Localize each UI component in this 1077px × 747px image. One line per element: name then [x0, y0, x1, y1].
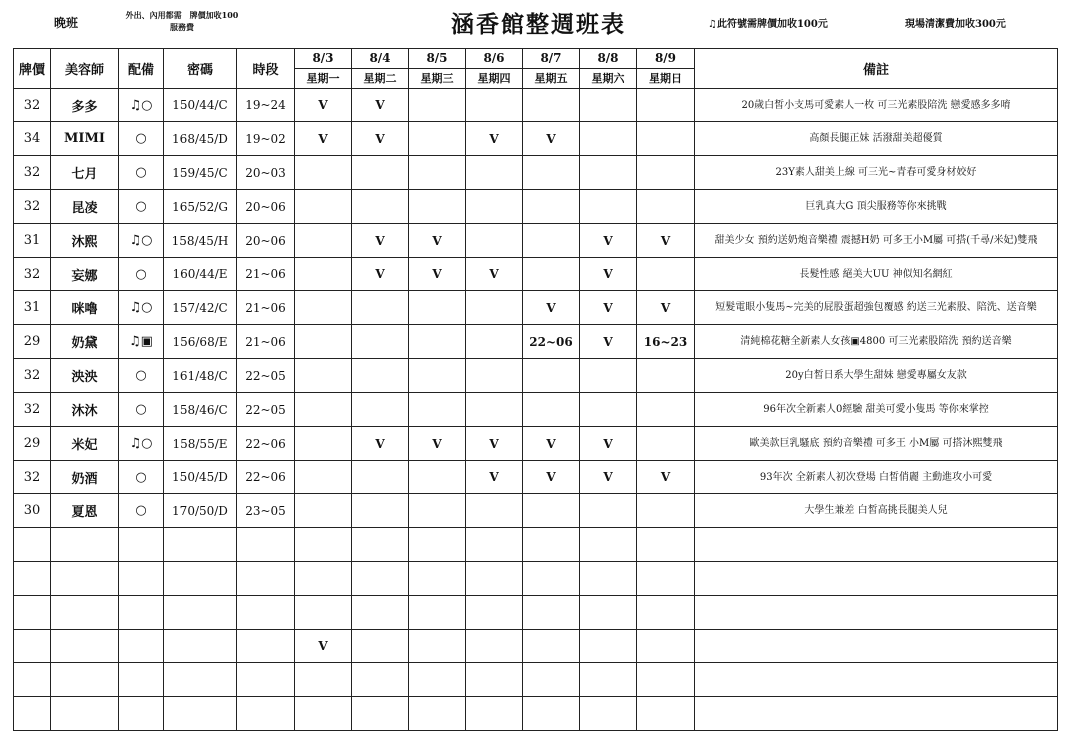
shift-mark-cell — [637, 190, 695, 224]
shift-mark-cell — [295, 291, 352, 325]
shift-mark-cell — [580, 156, 637, 190]
shift-mark-cell — [352, 156, 409, 190]
shift-mark-cell — [523, 697, 580, 731]
shift-mark-cell: V — [466, 122, 523, 156]
shift-mark-cell — [523, 596, 580, 630]
shift-mark-cell — [295, 461, 352, 494]
code-cell: 170/50/D — [164, 494, 237, 528]
shift-mark-cell: V — [523, 291, 580, 325]
equipment-cell: ○ — [119, 393, 164, 427]
time-slot-cell — [237, 596, 295, 630]
time-slot-cell: 20~03 — [237, 156, 295, 190]
equipment-cell: ○ — [119, 190, 164, 224]
beautician-name: 多多 — [51, 89, 119, 122]
price-cell: 29 — [14, 427, 51, 461]
beautician-name — [51, 697, 119, 731]
table-row — [14, 122, 1058, 156]
beautician-name — [51, 630, 119, 663]
code-cell — [164, 596, 237, 630]
shift-mark-cell: V — [580, 325, 637, 359]
shift-mark-cell — [637, 359, 695, 393]
shift-mark-cell: V — [409, 224, 466, 258]
shift-mark-cell — [295, 393, 352, 427]
shift-mark-cell — [466, 291, 523, 325]
equipment-cell — [119, 630, 164, 663]
service-fee-note: 外出、內用都需 牌價加收100服務費 — [125, 10, 239, 32]
time-slot-cell — [237, 528, 295, 562]
shift-mark-cell — [295, 156, 352, 190]
remark-cell: 93年次 全新素人初次登場 白皙俏麗 主動進攻小可愛 — [695, 461, 1058, 494]
price-header: 牌價 — [14, 49, 51, 89]
price-cell: 29 — [14, 325, 51, 359]
table-row — [14, 359, 1058, 393]
code-cell: 158/45/H — [164, 224, 237, 258]
shift-mark-cell — [409, 630, 466, 663]
equipment-header: 配備 — [119, 49, 164, 89]
equipment-cell: ♫○ — [119, 89, 164, 122]
shift-mark-cell — [466, 528, 523, 562]
shift-mark-cell — [466, 359, 523, 393]
shift-mark-cell: V — [352, 427, 409, 461]
table-row — [14, 427, 1058, 461]
shift-mark-cell — [523, 393, 580, 427]
time-slot-cell: 21~06 — [237, 291, 295, 325]
shift-mark-cell — [523, 630, 580, 663]
shift-mark-cell — [637, 630, 695, 663]
beautician-name: 咪嚕 — [51, 291, 119, 325]
shift-mark-cell — [523, 494, 580, 528]
shift-mark-cell: V — [580, 291, 637, 325]
remark-cell: 長髮性感 絕美大UU 神似知名網紅 — [695, 258, 1058, 291]
surcharge-note: ♫此符號需牌價加收100元 — [708, 19, 828, 30]
shift-mark-cell — [466, 494, 523, 528]
time-slot-cell: 22~06 — [237, 427, 295, 461]
shift-mark-cell — [637, 663, 695, 697]
shift-mark-cell — [466, 596, 523, 630]
shift-mark-cell — [352, 697, 409, 731]
shift-mark-cell — [409, 562, 466, 596]
shift-mark-cell — [523, 224, 580, 258]
table-row — [14, 258, 1058, 291]
price-cell — [14, 663, 51, 697]
shift-mark-cell — [295, 224, 352, 258]
code-cell: 158/55/E — [164, 427, 237, 461]
shift-mark-cell — [352, 291, 409, 325]
date-header: 8/8 — [580, 49, 637, 69]
code-cell — [164, 630, 237, 663]
equipment-cell: ○ — [119, 461, 164, 494]
date-header: 8/4 — [352, 49, 409, 69]
shift-mark-cell — [580, 562, 637, 596]
shift-mark-cell — [523, 562, 580, 596]
shift-mark-cell — [295, 258, 352, 291]
shift-mark-cell — [523, 528, 580, 562]
table-row — [14, 630, 1058, 663]
remark-cell: 高顏長腿正妹 活潑甜美超優質 — [695, 122, 1058, 156]
beautician-name: 泱泱 — [51, 359, 119, 393]
shift-mark-cell — [409, 494, 466, 528]
shift-mark-cell — [466, 630, 523, 663]
shift-mark-cell — [352, 528, 409, 562]
price-cell: 31 — [14, 291, 51, 325]
remark-cell — [695, 562, 1058, 596]
code-cell: 150/44/C — [164, 89, 237, 122]
shift-mark-cell — [409, 663, 466, 697]
shift-mark-cell — [523, 663, 580, 697]
shift-mark-cell — [352, 630, 409, 663]
shift-mark-cell — [409, 122, 466, 156]
shift-mark-cell: V — [523, 461, 580, 494]
code-cell — [164, 697, 237, 731]
table-row — [14, 461, 1058, 494]
shift-mark-cell — [352, 393, 409, 427]
equipment-cell: ○ — [119, 359, 164, 393]
shift-mark-cell — [466, 697, 523, 731]
code-cell: 160/44/E — [164, 258, 237, 291]
time-slot-cell: 22~05 — [237, 393, 295, 427]
shift-mark-cell — [466, 562, 523, 596]
shift-mark-cell: V — [352, 122, 409, 156]
shift-mark-cell — [409, 528, 466, 562]
remark-cell: 甜美少女 預約送奶炮音樂禮 震撼H奶 可多王小M屬 可搭(千尋/米妃)雙飛 — [695, 224, 1058, 258]
shift-mark-cell: V — [637, 224, 695, 258]
shift-mark-cell — [637, 156, 695, 190]
shift-mark-cell — [352, 596, 409, 630]
shift-mark-cell: V — [523, 122, 580, 156]
shift-mark-cell — [295, 494, 352, 528]
code-header: 密碼 — [164, 49, 237, 89]
remark-cell: 巨乳真大G 頂尖服務等你來挑戰 — [695, 190, 1058, 224]
price-cell — [14, 630, 51, 663]
time-slot-header: 時段 — [237, 49, 295, 89]
remark-cell — [695, 663, 1058, 697]
beautician-name: 夏恩 — [51, 494, 119, 528]
shift-mark-cell: V — [295, 122, 352, 156]
remark-cell — [695, 697, 1058, 731]
shift-mark-cell — [580, 596, 637, 630]
weekday-header: 星期日 — [637, 69, 695, 89]
equipment-cell: ○ — [119, 258, 164, 291]
price-cell — [14, 596, 51, 630]
price-cell: 32 — [14, 190, 51, 224]
shift-mark-cell — [352, 562, 409, 596]
shift-mark-cell — [580, 359, 637, 393]
shift-mark-cell — [409, 325, 466, 359]
shift-mark-cell: 16~23 — [637, 325, 695, 359]
shift-mark-cell — [352, 461, 409, 494]
shift-mark-cell — [295, 427, 352, 461]
shift-mark-cell: V — [295, 89, 352, 122]
code-cell: 157/42/C — [164, 291, 237, 325]
table-row — [14, 562, 1058, 596]
shift-mark-cell — [466, 89, 523, 122]
weekday-header: 星期三 — [409, 69, 466, 89]
shift-mark-cell — [352, 663, 409, 697]
remark-cell: 歐美款巨乳騷底 預約音樂禮 可多王 小M屬 可搭沐熙雙飛 — [695, 427, 1058, 461]
shift-mark-cell — [580, 663, 637, 697]
shift-mark-cell — [409, 393, 466, 427]
code-cell: 165/52/G — [164, 190, 237, 224]
shift-mark-cell: V — [466, 461, 523, 494]
shift-mark-cell — [409, 156, 466, 190]
equipment-cell: ♫▣ — [119, 325, 164, 359]
shift-mark-cell — [409, 697, 466, 731]
beautician-name — [51, 562, 119, 596]
date-header: 8/9 — [637, 49, 695, 69]
shift-mark-cell — [352, 190, 409, 224]
price-cell: 32 — [14, 89, 51, 122]
schedule-table — [13, 48, 1058, 731]
shift-mark-cell — [580, 494, 637, 528]
shift-mark-cell: V — [637, 291, 695, 325]
shift-mark-cell — [466, 663, 523, 697]
weekday-header: 星期二 — [352, 69, 409, 89]
time-slot-cell: 20~06 — [237, 224, 295, 258]
date-header: 8/6 — [466, 49, 523, 69]
shift-mark-cell — [409, 359, 466, 393]
shift-mark-cell: V — [352, 89, 409, 122]
price-cell: 32 — [14, 393, 51, 427]
equipment-cell: ♫○ — [119, 291, 164, 325]
page-header — [0, 0, 1077, 48]
remark-cell: 96年次全新素人0經驗 甜美可愛小隻馬 等你來掌控 — [695, 393, 1058, 427]
shift-mark-cell — [295, 697, 352, 731]
shift-mark-cell — [409, 291, 466, 325]
price-cell: 34 — [14, 122, 51, 156]
code-cell: 158/46/C — [164, 393, 237, 427]
shift-label: 晚班 — [54, 16, 79, 30]
beautician-name — [51, 663, 119, 697]
table-row — [14, 663, 1058, 697]
shift-mark-cell — [580, 393, 637, 427]
shift-mark-cell — [580, 89, 637, 122]
remark-cell: 20歲白皙小支馬可愛素人一枚 可三光素股陪洗 戀愛感多多唷 — [695, 89, 1058, 122]
shift-mark-cell — [637, 393, 695, 427]
remark-cell: 大學生兼差 白皙高挑長腿美人兒 — [695, 494, 1058, 528]
shift-mark-cell: V — [295, 630, 352, 663]
remark-cell — [695, 596, 1058, 630]
price-cell: 31 — [14, 224, 51, 258]
code-cell — [164, 528, 237, 562]
equipment-cell: ○ — [119, 494, 164, 528]
shift-mark-cell — [466, 224, 523, 258]
table-row — [14, 224, 1058, 258]
code-cell — [164, 663, 237, 697]
equipment-cell — [119, 528, 164, 562]
shift-mark-cell — [352, 359, 409, 393]
beautician-name: 沐熙 — [51, 224, 119, 258]
shift-mark-cell — [409, 190, 466, 224]
beautician-name: 昆凌 — [51, 190, 119, 224]
shift-mark-cell — [466, 393, 523, 427]
shift-mark-cell — [637, 258, 695, 291]
shift-mark-cell — [295, 562, 352, 596]
shift-mark-cell — [352, 494, 409, 528]
table-row — [14, 494, 1058, 528]
shift-mark-cell: 22~06 — [523, 325, 580, 359]
table-row — [14, 528, 1058, 562]
table-row — [14, 596, 1058, 630]
table-row — [14, 393, 1058, 427]
equipment-cell: ○ — [119, 122, 164, 156]
shift-mark-cell: V — [409, 427, 466, 461]
price-cell: 32 — [14, 359, 51, 393]
table-row — [14, 156, 1058, 190]
shift-mark-cell — [409, 461, 466, 494]
beautician-name — [51, 528, 119, 562]
remark-cell — [695, 528, 1058, 562]
equipment-cell — [119, 663, 164, 697]
remark-cell — [695, 630, 1058, 663]
beautician-name: 奶黛 — [51, 325, 119, 359]
page-title: 涵香館整週班表 — [451, 11, 626, 38]
date-header: 8/7 — [523, 49, 580, 69]
shift-mark-cell: V — [580, 427, 637, 461]
shift-mark-cell — [637, 89, 695, 122]
equipment-cell: ○ — [119, 156, 164, 190]
table-row — [14, 325, 1058, 359]
weekday-header: 星期六 — [580, 69, 637, 89]
remark-cell: 23Y素人甜美上線 可三光~青春可愛身材姣好 — [695, 156, 1058, 190]
shift-mark-cell — [580, 630, 637, 663]
time-slot-cell: 19~02 — [237, 122, 295, 156]
shift-mark-cell: V — [580, 258, 637, 291]
price-cell — [14, 562, 51, 596]
beautician-name: 沐沐 — [51, 393, 119, 427]
beautician-name: 七月 — [51, 156, 119, 190]
equipment-cell: ♫○ — [119, 427, 164, 461]
shift-mark-cell: V — [523, 427, 580, 461]
beautician-name — [51, 596, 119, 630]
shift-mark-cell — [580, 190, 637, 224]
beautician-name: 奶酒 — [51, 461, 119, 494]
beautician-name: 妄娜 — [51, 258, 119, 291]
shift-mark-cell — [580, 528, 637, 562]
code-cell — [164, 562, 237, 596]
shift-mark-cell: V — [466, 258, 523, 291]
remark-header: 備註 — [695, 49, 1058, 89]
shift-mark-cell: V — [352, 224, 409, 258]
code-cell: 156/68/E — [164, 325, 237, 359]
shift-mark-cell — [295, 190, 352, 224]
shift-mark-cell — [295, 663, 352, 697]
time-slot-cell: 20~06 — [237, 190, 295, 224]
time-slot-cell: 21~06 — [237, 325, 295, 359]
shift-mark-cell — [466, 325, 523, 359]
time-slot-cell — [237, 697, 295, 731]
time-slot-cell: 22~05 — [237, 359, 295, 393]
shift-mark-cell: V — [409, 258, 466, 291]
time-slot-cell: 23~05 — [237, 494, 295, 528]
shift-mark-cell — [637, 562, 695, 596]
shift-mark-cell — [580, 697, 637, 731]
shift-mark-cell: V — [466, 427, 523, 461]
shift-mark-cell: V — [580, 224, 637, 258]
table-row — [14, 190, 1058, 224]
shift-mark-cell — [580, 122, 637, 156]
time-slot-cell: 19~24 — [237, 89, 295, 122]
equipment-cell — [119, 562, 164, 596]
beautician-name: 米妃 — [51, 427, 119, 461]
time-slot-cell: 21~06 — [237, 258, 295, 291]
price-cell: 32 — [14, 258, 51, 291]
weekday-header: 星期五 — [523, 69, 580, 89]
shift-mark-cell — [295, 359, 352, 393]
shift-mark-cell — [523, 89, 580, 122]
shift-mark-cell — [637, 494, 695, 528]
price-cell: 30 — [14, 494, 51, 528]
time-slot-cell: 22~06 — [237, 461, 295, 494]
shift-mark-cell — [352, 325, 409, 359]
price-cell: 32 — [14, 156, 51, 190]
shift-mark-cell — [637, 697, 695, 731]
shift-mark-cell — [409, 89, 466, 122]
table-row — [14, 89, 1058, 122]
remark-cell: 短髮電眼小隻馬~完美的屁股蛋超強包覆感 約送三光素股、陪洗、送音樂 — [695, 291, 1058, 325]
shift-mark-cell — [637, 122, 695, 156]
weekday-header: 星期一 — [295, 69, 352, 89]
shift-mark-cell — [523, 258, 580, 291]
cleaning-fee-note: 現場清潔費加收300元 — [905, 19, 1006, 30]
shift-mark-cell: V — [352, 258, 409, 291]
shift-mark-cell — [466, 190, 523, 224]
table-row — [14, 697, 1058, 731]
code-cell: 159/45/C — [164, 156, 237, 190]
code-cell: 161/48/C — [164, 359, 237, 393]
remark-cell: 清純棉花糖全新素人女孩▣4800 可三光素股陪洗 預約送音樂 — [695, 325, 1058, 359]
equipment-cell — [119, 596, 164, 630]
time-slot-cell — [237, 630, 295, 663]
shift-mark-cell — [523, 190, 580, 224]
shift-mark-cell — [409, 596, 466, 630]
equipment-cell: ♫○ — [119, 224, 164, 258]
shift-mark-cell — [523, 156, 580, 190]
shift-mark-cell: V — [580, 461, 637, 494]
beautician-name: MIMI — [51, 122, 119, 156]
equipment-cell — [119, 697, 164, 731]
shift-mark-cell — [637, 596, 695, 630]
shift-mark-cell: V — [637, 461, 695, 494]
shift-mark-cell — [295, 528, 352, 562]
shift-mark-cell — [637, 427, 695, 461]
beautician-header: 美容師 — [51, 49, 119, 89]
remark-cell: 20y白皙日系大學生甜妹 戀愛專屬女友款 — [695, 359, 1058, 393]
code-cell: 168/45/D — [164, 122, 237, 156]
shift-mark-cell — [295, 596, 352, 630]
date-header: 8/3 — [295, 49, 352, 69]
date-header: 8/5 — [409, 49, 466, 69]
price-cell — [14, 697, 51, 731]
code-cell: 150/45/D — [164, 461, 237, 494]
time-slot-cell — [237, 562, 295, 596]
time-slot-cell — [237, 663, 295, 697]
weekday-header: 星期四 — [466, 69, 523, 89]
shift-mark-cell — [637, 528, 695, 562]
price-cell — [14, 528, 51, 562]
price-cell: 32 — [14, 461, 51, 494]
shift-mark-cell — [523, 359, 580, 393]
shift-mark-cell — [295, 325, 352, 359]
table-row — [14, 291, 1058, 325]
shift-mark-cell — [466, 156, 523, 190]
